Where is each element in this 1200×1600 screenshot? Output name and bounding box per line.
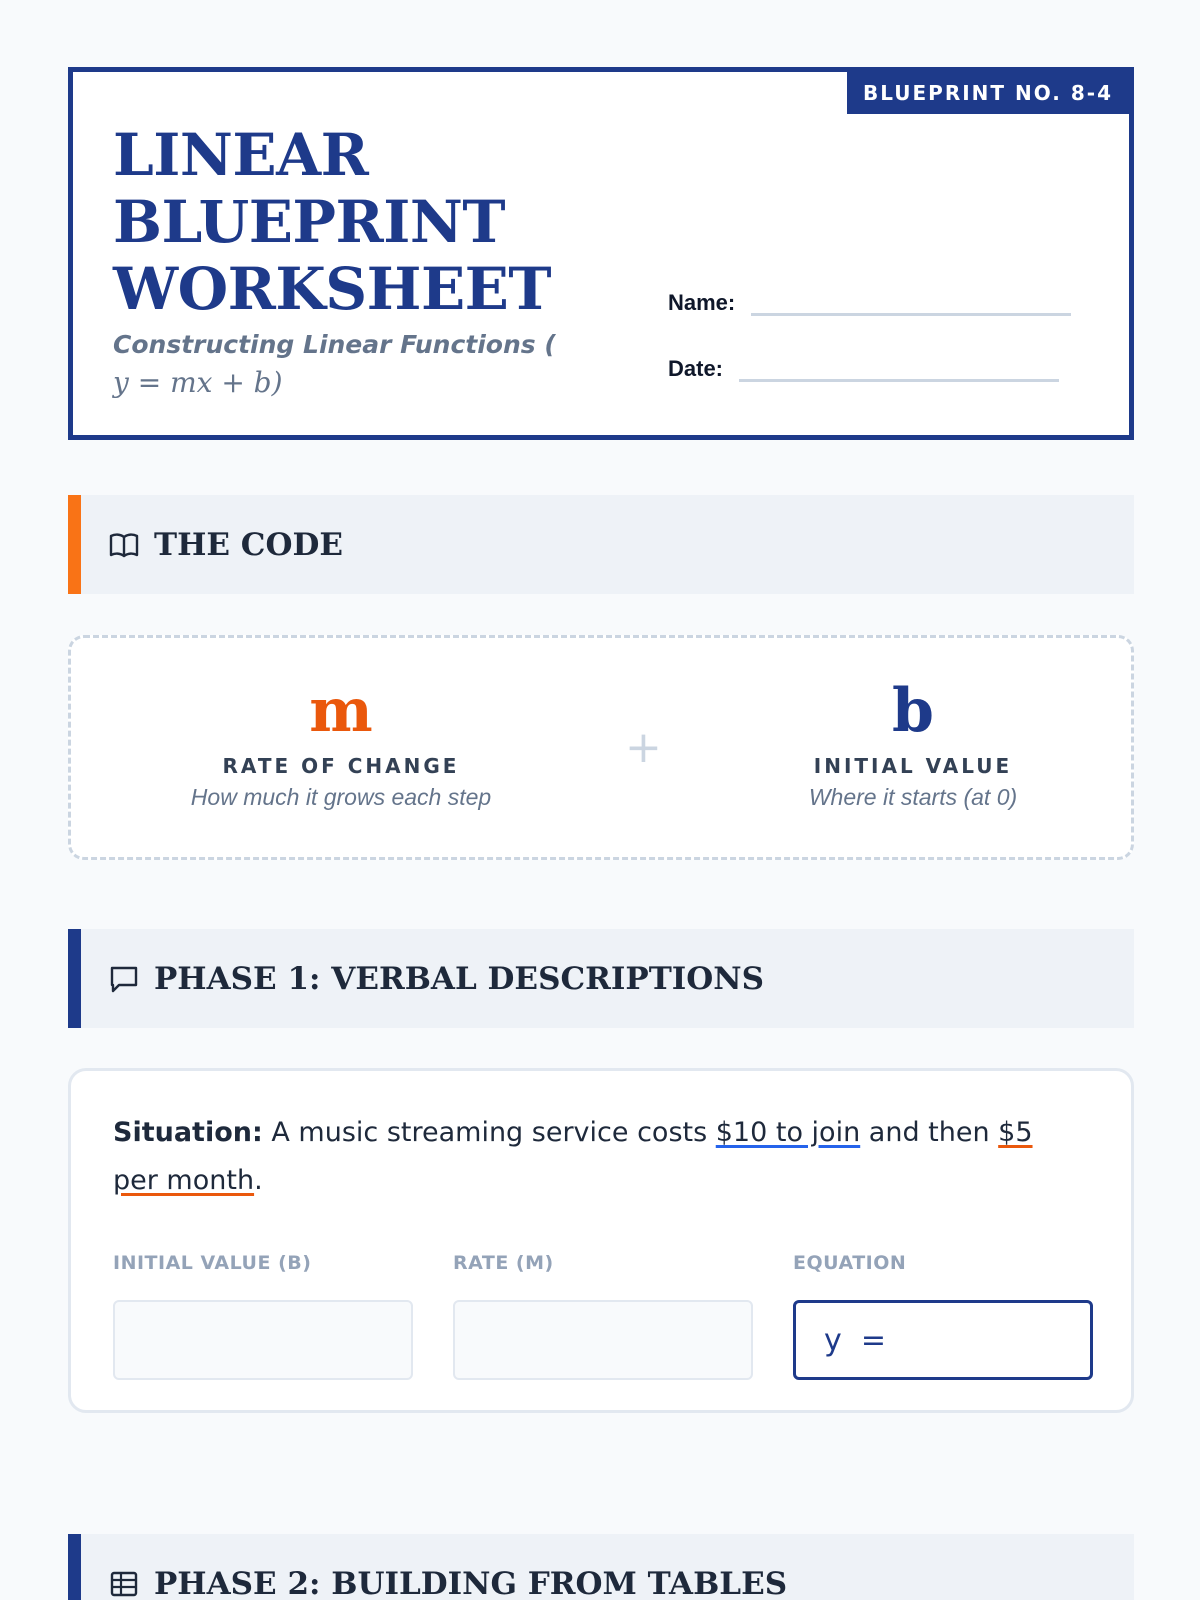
section-title: PHASE 2: BUILDING FROM TABLES	[154, 1565, 788, 1600]
speech-bubble-icon	[108, 963, 140, 995]
code-legend-box	[68, 635, 1134, 860]
page-title-line-3: WORKSHEET	[113, 255, 552, 323]
section-title: THE CODE	[154, 526, 343, 563]
situation-lead: Situation:	[113, 1117, 263, 1148]
code-item-b	[713, 678, 1113, 811]
b-variable: b	[892, 676, 934, 746]
header-card	[68, 67, 1134, 440]
page-title-line-2: BLUEPRINT	[113, 188, 506, 256]
rate-input[interactable]	[453, 1300, 753, 1380]
name-field[interactable]	[668, 290, 1071, 316]
initial-value-label: INITIAL VALUE (B)	[113, 1252, 312, 1274]
situation-text-c: .	[254, 1165, 263, 1196]
section-accent-bar	[68, 495, 81, 594]
page-subtitle: Constructing Linear Functions (	[113, 330, 556, 359]
rate-label: RATE (M)	[453, 1252, 554, 1274]
equation-field	[793, 1252, 1093, 1380]
book-icon	[108, 529, 140, 561]
code-item-m	[141, 678, 541, 811]
equation-label: EQUATION	[793, 1252, 907, 1274]
section-accent-bar	[68, 929, 81, 1028]
problem-card	[68, 1068, 1134, 1413]
date-label: Date:	[668, 356, 724, 381]
name-input-line[interactable]	[751, 295, 1071, 316]
section-accent-bar	[68, 1534, 81, 1600]
blueprint-number-badge: BLUEPRINT NO. 8-4	[847, 72, 1129, 114]
plus-sign: +	[625, 722, 662, 773]
name-label: Name:	[668, 290, 736, 315]
m-description: How much it grows each step	[190, 784, 492, 810]
date-field[interactable]	[668, 356, 1059, 382]
equation-input[interactable]: y =	[793, 1300, 1093, 1380]
title-block	[113, 122, 583, 405]
page-title-line-1: LINEAR	[113, 121, 369, 189]
slope-intercept-formula: y = mx + b)	[113, 366, 283, 399]
b-label: INITIAL VALUE	[813, 754, 1013, 778]
m-variable: m	[309, 676, 373, 746]
section-title: PHASE 1: VERBAL DESCRIPTIONS	[154, 960, 764, 997]
situation-text	[113, 1109, 1073, 1205]
rate-phrase: $5 per month	[113, 1117, 1033, 1196]
initial-value-input[interactable]	[113, 1300, 413, 1380]
situation-text-b: and then	[860, 1117, 999, 1148]
section-header-phase-2	[68, 1534, 1134, 1600]
rate-field	[453, 1252, 753, 1380]
table-grid-icon	[108, 1568, 140, 1600]
initial-value-field	[113, 1252, 413, 1380]
situation-text-a: A music streaming service costs	[262, 1117, 716, 1148]
date-input-line[interactable]	[739, 361, 1059, 382]
section-header-phase-1	[68, 929, 1134, 1028]
m-label: RATE OF CHANGE	[222, 754, 460, 778]
b-description: Where it starts (at 0)	[808, 784, 1018, 810]
section-header-the-code	[68, 495, 1134, 594]
initial-value-phrase: $10 to join	[715, 1117, 861, 1148]
